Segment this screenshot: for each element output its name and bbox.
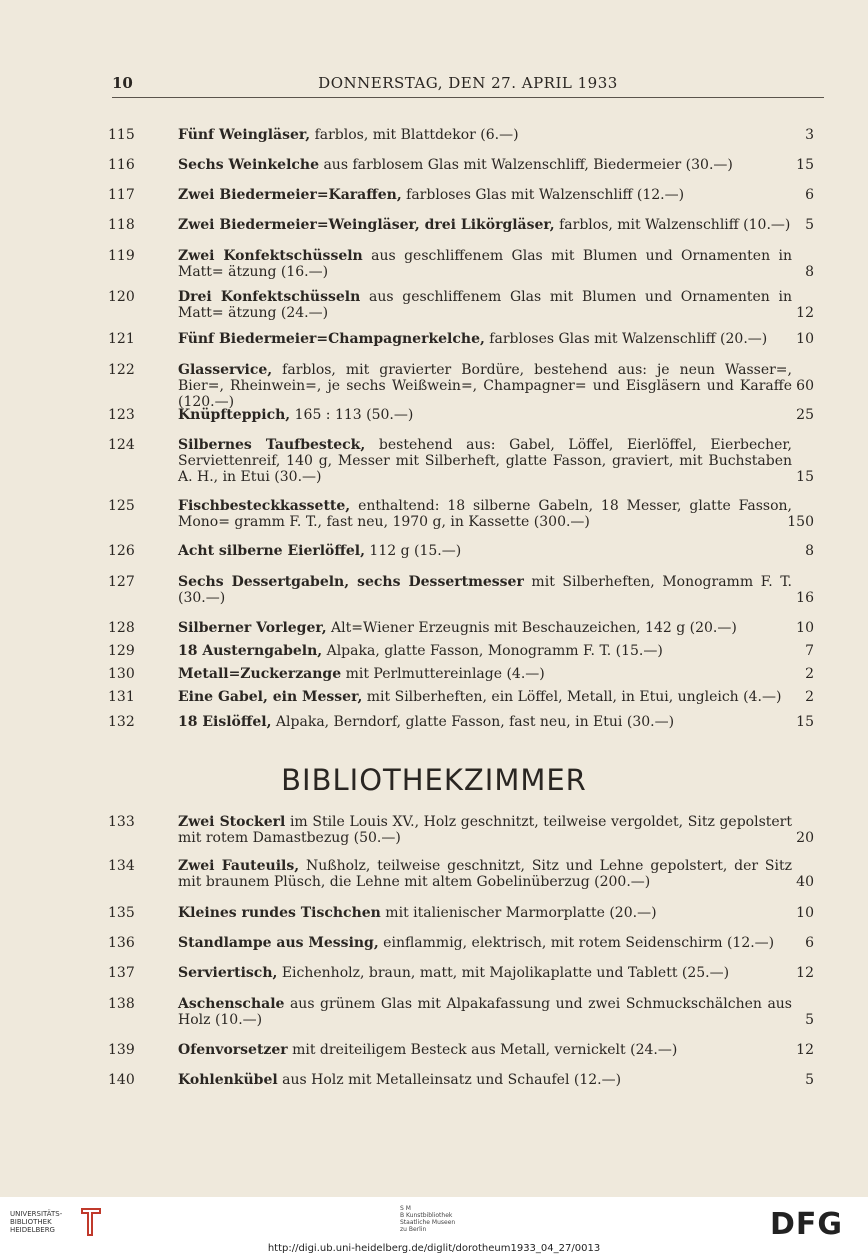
lot-estimate: 6 <box>805 935 814 951</box>
lot-title: Fünf Biedermeier=Champagnerkelche, <box>178 331 485 347</box>
lot-description <box>178 157 792 173</box>
lot-estimate: 5 <box>805 1012 814 1028</box>
lot-description <box>178 127 792 143</box>
running-title: DONNERSTAG, DEN 27. APRIL 1933 <box>318 74 618 92</box>
lot-title: Aschenschale <box>178 996 285 1012</box>
lot-estimate: 5 <box>805 217 814 233</box>
lot-description <box>178 996 792 1028</box>
lot-title: Sechs Dessertgabeln, sechs Dessertmesser <box>178 574 524 590</box>
lot-number: 124 <box>108 437 135 453</box>
lot-number: 127 <box>108 574 135 590</box>
lot-description <box>178 362 792 410</box>
lot-number: 140 <box>108 1072 135 1088</box>
lot-description <box>178 289 792 321</box>
lot-details: farbloses Glas mit Walzenschliff (20.—) <box>484 331 768 347</box>
lot-estimate: 15 <box>796 714 814 730</box>
lot-details: bestehend aus: Gabel, Löffel, Eierlöffel, Eierbecher, Serviettenreif, 140 g, Messer mit Silberheft, glatte Fasson, graviert, mit Buchstaben A. H., in Etui (30.—) <box>178 437 793 485</box>
lot-title: Zwei Konfektschüsseln <box>178 248 363 264</box>
lot-description <box>178 689 792 705</box>
lot-estimate: 40 <box>796 874 814 890</box>
lot-details: farbloses Glas mit Walzenschliff (12.—) <box>401 187 685 203</box>
lot-details: im Stile Louis XV., Holz geschnitzt, teilweise vergoldet, Sitz gepolstert mit rotem Damastbezug (50.—) <box>178 814 792 846</box>
lot-estimate: 10 <box>796 620 814 636</box>
lot-estimate: 60 <box>796 378 814 394</box>
lot-number: 137 <box>108 965 135 981</box>
lot-estimate: 15 <box>796 469 814 485</box>
lot-description <box>178 407 792 423</box>
lot-title: Silbernes Taufbesteck, <box>178 437 366 453</box>
lot-details: aus farblosem Glas mit Walzenschliff, Biedermeier (30.—) <box>319 157 733 173</box>
lot-number: 123 <box>108 407 135 423</box>
lot-number: 116 <box>108 157 135 173</box>
lot-description <box>178 187 792 203</box>
lot-details: aus grünem Glas mit Alpakafassung und zwei Schmuckschälchen aus Holz (10.—) <box>178 996 792 1028</box>
lot-description <box>178 1072 792 1088</box>
lot-title: 18 Austerngabeln, <box>178 643 323 659</box>
lot-number: 136 <box>108 935 135 951</box>
lot-details: Alt=Wiener Erzeugnis mit Beschauzeichen, 142 g (20.—) <box>326 620 737 636</box>
lot-estimate: 3 <box>805 127 814 143</box>
lot-estimate: 2 <box>805 689 814 705</box>
page-number: 10 <box>112 74 133 92</box>
lot-title: 18 Eislöffel, <box>178 714 272 730</box>
lot-title: Fischbesteckkassette, <box>178 498 351 514</box>
lot-description <box>178 1042 792 1058</box>
lot-estimate: 150 <box>787 514 814 530</box>
lot-estimate: 10 <box>796 331 814 347</box>
lot-number: 139 <box>108 1042 135 1058</box>
lot-title: Serviertisch, <box>178 965 278 981</box>
lot-description <box>178 858 792 890</box>
lot-title: Knüpfteppich, <box>178 407 291 423</box>
lot-description <box>178 935 792 951</box>
lot-number: 132 <box>108 714 135 730</box>
lot-details: einflammig, elektrisch, mit rotem Seidenschirm (12.—) <box>378 935 775 951</box>
lot-description <box>178 331 792 347</box>
lot-details: mit italienischer Marmorplatte (20.—) <box>380 905 657 921</box>
library-logo-icon <box>78 1203 104 1239</box>
lot-number: 122 <box>108 362 135 378</box>
lot-number: 138 <box>108 996 135 1012</box>
lot-number: 120 <box>108 289 135 305</box>
lot-details: farblos, mit Blattdekor (6.—) <box>310 127 519 143</box>
lot-description <box>178 905 792 921</box>
lot-estimate: 12 <box>796 965 814 981</box>
lot-number: 128 <box>108 620 135 636</box>
lot-number: 125 <box>108 498 135 514</box>
lot-details: Eichenholz, braun, matt, mit Majolikaplatte und Tablett (25.—) <box>277 965 730 981</box>
lot-number: 126 <box>108 543 135 559</box>
lot-description <box>178 620 792 636</box>
source-url[interactable]: http://digi.ub.uni-heidelberg.de/diglit/dorotheum1933_04_27/0013 <box>267 1243 601 1254</box>
lot-number: 129 <box>108 643 135 659</box>
lot-description <box>178 714 792 730</box>
lot-title: Zwei Stockerl <box>178 814 286 830</box>
lot-estimate: 16 <box>796 590 814 606</box>
lot-title: Kohlenkübel <box>178 1072 278 1088</box>
lot-details: aus geschliffenem Glas mit Blumen und Ornamenten in Matt= ätzung (24.—) <box>178 289 792 321</box>
lot-details: farblos, mit gravierter Bordüre, bestehend aus: je neun Wasser=, Bier=, Rheinwein=, je sechs Weißwein=, Champagner= und Eisgläsern und Karaffe (120.—) <box>178 362 792 410</box>
lot-details: aus Holz mit Metalleinsatz und Schaufel (12.—) <box>277 1072 622 1088</box>
lot-estimate: 7 <box>805 643 814 659</box>
lot-estimate: 10 <box>796 905 814 921</box>
lot-details: Alpaka, Berndorf, glatte Fasson, fast neu, in Etui (30.—) <box>271 714 675 730</box>
kunstbibliothek-credit: S M B Kunstbibliothek Staatliche Museen zu Berlin <box>400 1205 456 1233</box>
lot-title: Fünf Weingläser, <box>178 127 311 143</box>
lot-description <box>178 643 792 659</box>
lot-description <box>178 437 792 485</box>
lot-details: Alpaka, glatte Fasson, Monogramm F. T. (15.—) <box>322 643 663 659</box>
lot-description <box>178 574 792 606</box>
lot-details: Nußholz, teilweise geschnitzt, Sitz und Lehne gepolstert, der Sitz mit braunem Plüsch, die Lehne mit altem Gobelinüberzug (200.—) <box>178 858 792 890</box>
lot-number: 119 <box>108 248 135 264</box>
lot-number: 134 <box>108 858 135 874</box>
lot-number: 117 <box>108 187 135 203</box>
lot-number: 131 <box>108 689 135 705</box>
lot-estimate: 5 <box>805 1072 814 1088</box>
header-rule <box>112 97 824 98</box>
lot-details: farblos, mit Walzenschliff (10.—) <box>554 217 791 233</box>
lot-estimate: 8 <box>805 264 814 280</box>
lot-title: Silberner Vorleger, <box>178 620 327 636</box>
dfg-logo: DFG <box>770 1207 844 1242</box>
lot-title: Zwei Biedermeier=Karaffen, <box>178 187 402 203</box>
lot-title: Standlampe aus Messing, <box>178 935 379 951</box>
lot-description <box>178 814 792 846</box>
lot-estimate: 8 <box>805 543 814 559</box>
lot-number: 133 <box>108 814 135 830</box>
lot-number: 130 <box>108 666 135 682</box>
section-title: BIBLIOTHEKZIMMER <box>281 763 587 797</box>
lot-details: mit Silberheften, ein Löffel, Metall, in Etui, ungleich (4.—) <box>362 689 782 705</box>
lot-title: Ofenvorsetzer <box>178 1042 288 1058</box>
lot-details: 165 : 113 (50.—) <box>290 407 414 423</box>
lot-description <box>178 666 792 682</box>
lot-details: mit Silberheften, Monogramm F. T. (30.—) <box>178 574 792 606</box>
lot-description <box>178 248 792 280</box>
lot-description <box>178 498 792 530</box>
footer <box>0 1197 868 1259</box>
lot-description <box>178 543 792 559</box>
lot-title: Kleines rundes Tischchen <box>178 905 381 921</box>
lot-details: mit dreiteiligem Besteck aus Metall, vernickelt (24.—) <box>287 1042 678 1058</box>
library-name: UNIVERSITÄTS- BIBLIOTHEK HEIDELBERG <box>10 1210 63 1234</box>
lot-title: Zwei Biedermeier=Weingläser, drei Likörgläser, <box>178 217 555 233</box>
lot-details: 112 g (15.—) <box>364 543 462 559</box>
lot-details: mit Perlmuttereinlage (4.—) <box>341 666 545 682</box>
lot-number: 135 <box>108 905 135 921</box>
lot-details: aus geschliffenem Glas mit Blumen und Ornamenten in Matt= ätzung (16.—) <box>178 248 792 280</box>
lot-estimate: 15 <box>796 157 814 173</box>
lot-title: Drei Konfektschüsseln <box>178 289 361 305</box>
lot-title: Sechs Weinkelche <box>178 157 319 173</box>
lot-number: 121 <box>108 331 135 347</box>
lot-estimate: 20 <box>796 830 814 846</box>
page-header <box>112 72 824 94</box>
lot-title: Eine Gabel, ein Messer, <box>178 689 363 705</box>
lot-title: Zwei Fauteuils, <box>178 858 300 874</box>
lot-estimate: 2 <box>805 666 814 682</box>
lot-title: Acht silberne Eierlöffel, <box>178 543 365 559</box>
lot-estimate: 6 <box>805 187 814 203</box>
lot-estimate: 12 <box>796 305 814 321</box>
lot-details: enthaltend: 18 silberne Gabeln, 18 Messer, glatte Fasson, Mono= gramm F. T., fast neu, 1970 g, in Kassette (300.—) <box>178 498 792 530</box>
lot-description <box>178 217 792 233</box>
lot-title: Glasservice, <box>178 362 273 378</box>
lot-number: 118 <box>108 217 135 233</box>
lot-estimate: 25 <box>796 407 814 423</box>
lot-number: 115 <box>108 127 135 143</box>
lot-description <box>178 965 792 981</box>
lot-estimate: 12 <box>796 1042 814 1058</box>
lot-title: Metall=Zuckerzange <box>178 666 342 682</box>
